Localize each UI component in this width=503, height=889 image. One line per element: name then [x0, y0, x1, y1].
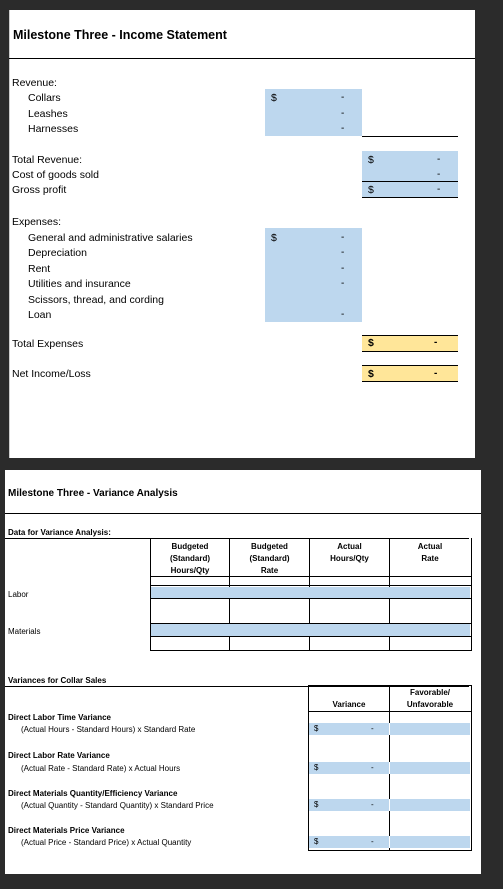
- panel-border: [9, 10, 10, 458]
- header-line: Rate: [421, 554, 439, 563]
- expenses-label: Expenses:: [12, 216, 62, 228]
- expense-item: Utilities and insurance: [28, 278, 131, 290]
- variance-value: -: [371, 800, 374, 809]
- row-label-materials: Materials: [8, 627, 41, 636]
- header-line: (Standard): [249, 554, 290, 563]
- header-line: Actual: [417, 542, 443, 551]
- income-statement-panel: [9, 10, 475, 458]
- net-income-label: Net Income/Loss: [12, 368, 91, 380]
- totals-cells[interactable]: [362, 151, 458, 197]
- header-line: Unfavorable: [406, 700, 454, 709]
- total-expenses-value: -: [434, 337, 438, 348]
- net-income-cell[interactable]: [362, 366, 458, 381]
- gross-profit-underline: [362, 197, 458, 198]
- expense-item: Rent: [28, 263, 51, 275]
- variance-analysis-panel: [5, 470, 481, 874]
- currency-symbol: $: [314, 763, 319, 772]
- header-line: Hours/Qty: [170, 566, 210, 575]
- row-label-labor: Labor: [8, 590, 29, 599]
- currency-symbol: $: [368, 337, 374, 349]
- variance-item-formula: (Actual Rate - Standard Rate) x Actual Hours: [21, 764, 181, 773]
- revenue-item: Collars: [28, 92, 61, 104]
- revenue-item: Leashes: [28, 108, 68, 120]
- currency-symbol: $: [368, 368, 374, 380]
- currency-symbol: $: [368, 184, 374, 196]
- row-divider: [150, 636, 471, 637]
- variance-header: Variance: [332, 700, 366, 709]
- revenue-value: -: [341, 92, 345, 103]
- header-line: Hours/Qty: [330, 554, 369, 563]
- header-divider: [308, 711, 471, 712]
- variance-value: -: [371, 724, 374, 733]
- labor-input-row[interactable]: [151, 587, 470, 598]
- cogs-value: -: [437, 169, 441, 180]
- revenue-value: -: [341, 108, 345, 119]
- revenue-label: Revenue:: [12, 77, 57, 89]
- currency-symbol: $: [314, 800, 319, 809]
- fav-unfav-header: [390, 687, 470, 711]
- total-expenses-label: Total Expenses: [12, 338, 84, 350]
- collar-section-label: Variances for Collar Sales: [8, 676, 107, 685]
- expense-value: -: [341, 263, 345, 274]
- column-header: [390, 541, 470, 565]
- net-income-value: -: [434, 368, 438, 379]
- header-line: Budgeted: [171, 542, 209, 551]
- currency-symbol: $: [314, 837, 319, 846]
- currency-symbol: $: [368, 154, 374, 166]
- title-divider: [9, 58, 475, 59]
- row-divider: [150, 585, 471, 586]
- header-line: Favorable/: [409, 688, 450, 697]
- header-line: (Standard): [170, 554, 210, 563]
- row-divider: [150, 598, 471, 599]
- currency-symbol: $: [314, 724, 319, 733]
- currency-symbol: $: [271, 92, 277, 104]
- column-divider: [389, 799, 390, 811]
- title-divider: [5, 513, 481, 514]
- expense-input-cells[interactable]: [265, 228, 362, 322]
- cogs-label: Cost of goods sold: [12, 169, 99, 181]
- revenue-underline: [362, 136, 458, 137]
- expense-item: General and administrative salaries: [28, 232, 193, 244]
- total-expenses-cell[interactable]: [362, 336, 458, 351]
- expense-value: -: [341, 247, 345, 258]
- header-line: Actual: [337, 542, 362, 551]
- expense-item: Depreciation: [28, 247, 87, 259]
- expense-value: -: [341, 309, 345, 320]
- column-divider: [389, 836, 390, 848]
- variance-item-formula: (Actual Hours - Standard Hours) x Standard Rate: [21, 725, 196, 734]
- revenue-value: -: [341, 123, 345, 134]
- materials-input-row[interactable]: [151, 624, 470, 636]
- variance-title: Milestone Three - Variance Analysis: [8, 488, 178, 499]
- column-divider: [389, 723, 390, 735]
- total-expenses-underline: [362, 351, 458, 352]
- total-revenue-value: -: [437, 154, 441, 165]
- column-divider: [389, 762, 390, 774]
- variance-item-formula: (Actual Quantity - Standard Quantity) x Standard Price: [21, 801, 214, 810]
- column-header: [230, 541, 309, 577]
- column-header: [310, 541, 389, 565]
- expense-item: Loan: [28, 309, 52, 321]
- variance-value: -: [371, 837, 374, 846]
- data-section-label: Data for Variance Analysis:: [8, 528, 111, 537]
- cogs-underline: [362, 181, 458, 182]
- variance-value: -: [371, 763, 374, 772]
- variance-item-formula: (Actual Price - Standard Price) x Actual Quantity: [21, 838, 192, 847]
- expense-value: -: [341, 232, 345, 243]
- gross-profit-value: -: [437, 184, 441, 195]
- revenue-item: Harnesses: [28, 123, 79, 135]
- expense-value: -: [341, 278, 345, 289]
- header-line: Budgeted: [251, 542, 288, 551]
- variance-item-title: Direct Labor Rate Variance: [8, 751, 110, 760]
- net-income-underline: [362, 381, 458, 382]
- revenue-input-cells[interactable]: [265, 89, 362, 136]
- expense-item: Scissors, thread, and cording: [28, 294, 164, 306]
- income-title: Milestone Three - Income Statement: [13, 28, 227, 42]
- gross-profit-label: Gross profit: [12, 184, 67, 196]
- variance-item-title: Direct Materials Price Variance: [8, 826, 125, 835]
- total-revenue-label: Total Revenue:: [12, 154, 83, 166]
- column-header: [151, 541, 229, 577]
- variance-item-title: Direct Labor Time Variance: [8, 713, 112, 722]
- header-line: Rate: [260, 566, 279, 575]
- variance-item-title: Direct Materials Quantity/Efficiency Variance: [8, 789, 178, 798]
- currency-symbol: $: [271, 232, 277, 244]
